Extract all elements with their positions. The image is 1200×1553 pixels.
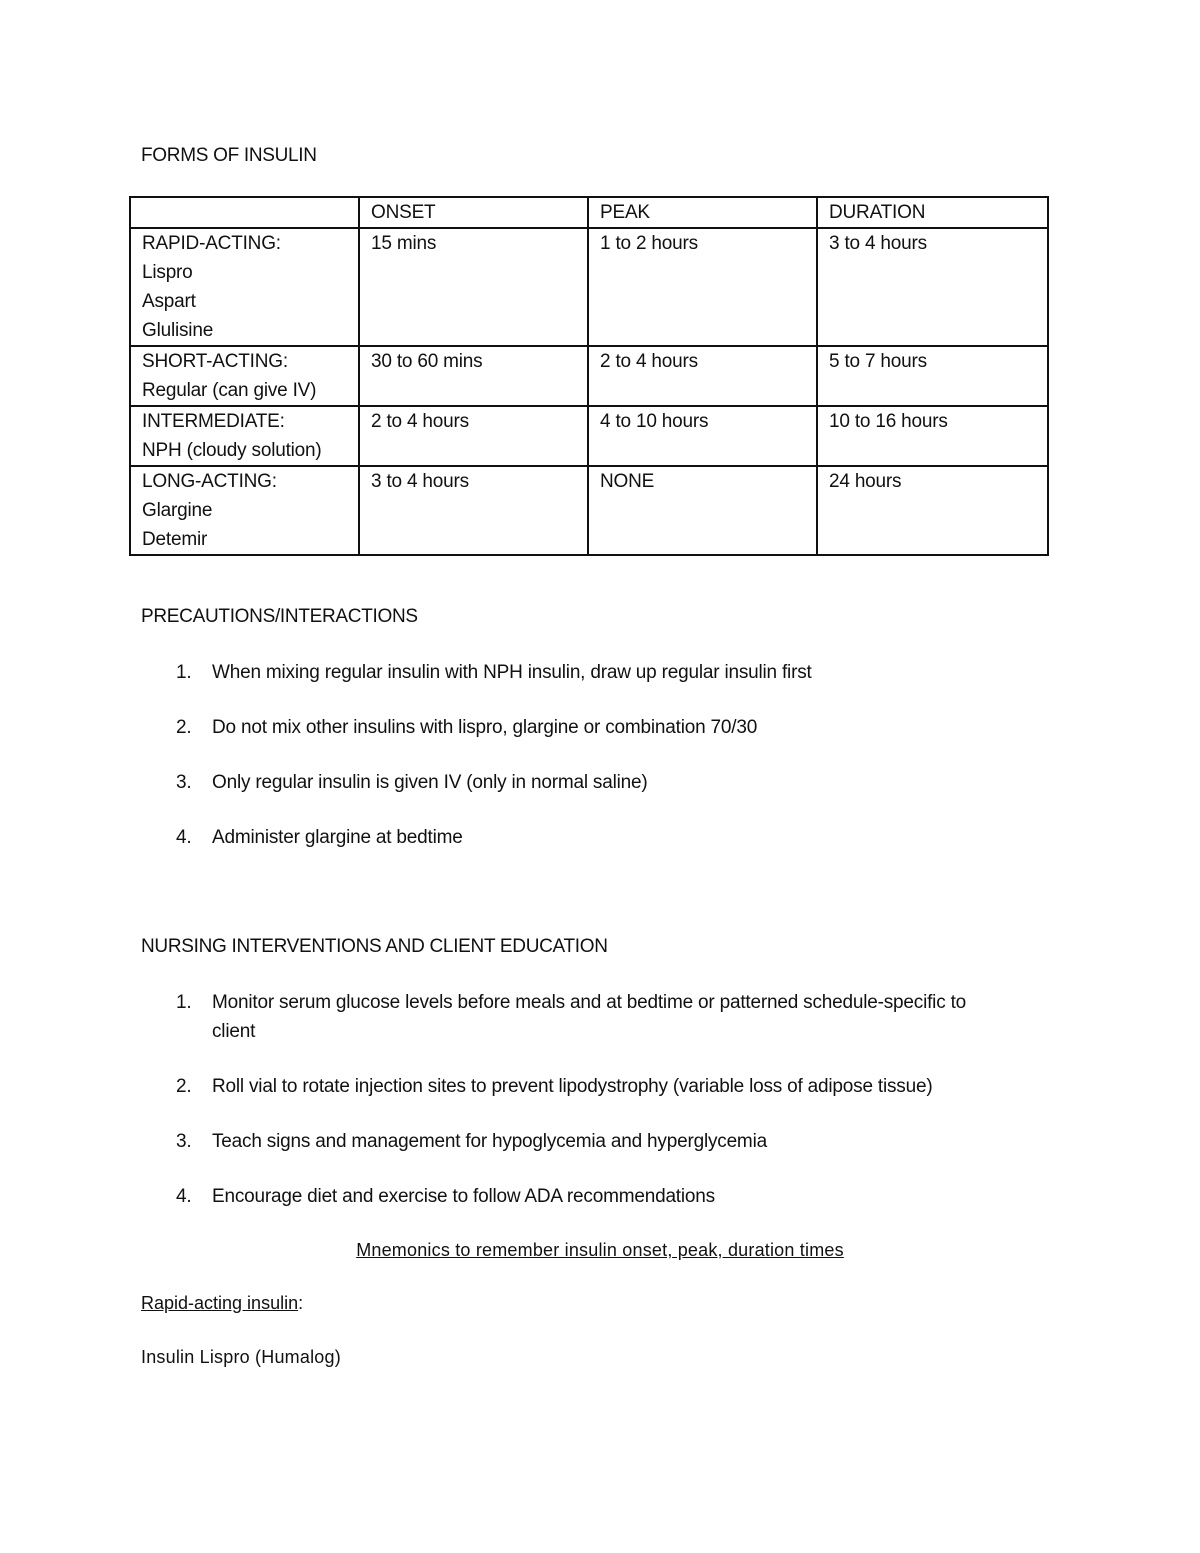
list-item-text: Administer glargine at bedtime [212,827,463,848]
header-peak: PEAK [588,197,817,228]
precautions-heading: PRECAUTIONS/INTERACTIONS [141,606,418,627]
list-item-text: Monitor serum glucose levels before meals and at bedtime or patterned schedule-specific to client [212,992,967,1042]
list-item [141,713,1071,742]
list-item [141,768,1071,797]
header-duration: DURATION [817,197,1048,228]
list-number: 1. [176,662,192,683]
insulin-type-cell [130,466,359,555]
drug-name: Aspart [142,291,196,312]
insulin-type-label: LONG-ACTING: [142,471,277,492]
insulin-type-cell [130,346,359,406]
peak-cell: NONE [588,466,817,555]
list-number: 3. [176,1131,192,1152]
table-row [130,406,1048,466]
rapid-acting-subtitle-colon: : [298,1293,304,1313]
header-onset: ONSET [359,197,588,228]
onset-cell: 30 to 60 mins [359,346,588,406]
insulin-type-label: INTERMEDIATE: [142,411,285,432]
lispro-line: Insulin Lispro (Humalog) [141,1347,341,1367]
peak-cell: 1 to 2 hours [588,228,817,346]
list-number: 3. [176,772,192,793]
list-item [141,1127,1071,1156]
duration-cell: 5 to 7 hours [817,346,1048,406]
table-row [130,346,1048,406]
list-item [141,1182,1071,1211]
list-item-text: Only regular insulin is given IV (only in normal saline) [212,772,648,793]
peak-cell: 2 to 4 hours [588,346,817,406]
drug-name: Regular (can give IV) [142,380,317,401]
list-item-text: Roll vial to rotate injection sites to prevent lipodystrophy (variable loss of adipose tissue) [212,1076,933,1097]
list-item [141,658,1071,687]
list-item [141,988,1012,1046]
duration-cell: 24 hours [817,466,1048,555]
list-number: 2. [176,717,192,738]
drug-name: NPH (cloudy solution) [142,440,322,461]
rapid-acting-subtitle [141,1293,303,1314]
table-header-row [130,197,1048,228]
onset-cell: 2 to 4 hours [359,406,588,466]
drug-name: Detemir [142,529,208,550]
insulin-type-label: SHORT-ACTING: [142,351,288,372]
forms-of-insulin-heading: FORMS OF INSULIN [141,145,317,166]
duration-cell: 3 to 4 hours [817,228,1048,346]
duration-cell: 10 to 16 hours [817,406,1048,466]
onset-cell: 3 to 4 hours [359,466,588,555]
mnemonics-title: Mnemonics to remember insulin onset, peak, duration times [356,1240,844,1260]
insulin-type-cell [130,228,359,346]
header-empty [130,197,359,228]
peak-cell: 4 to 10 hours [588,406,817,466]
list-item [141,823,1071,852]
list-number: 1. [176,992,192,1013]
nursing-interventions-list [141,988,1071,1237]
insulin-table [129,196,1049,556]
drug-name: Glulisine [142,320,214,341]
list-number: 4. [176,827,192,848]
table-row [130,228,1048,346]
rapid-acting-subtitle-text: Rapid-acting insulin [141,1293,299,1313]
table-row [130,466,1048,555]
list-item-text: When mixing regular insulin with NPH insulin, draw up regular insulin first [212,662,812,683]
list-item [141,1072,1071,1101]
list-item-text: Do not mix other insulins with lispro, glargine or combination 70/30 [212,717,758,738]
list-number: 2. [176,1076,192,1097]
insulin-type-label: RAPID-ACTING: [142,233,281,254]
drug-name: Lispro [142,262,193,283]
insulin-type-cell [130,406,359,466]
nursing-interventions-heading: NURSING INTERVENTIONS AND CLIENT EDUCATION [141,936,608,957]
list-number: 4. [176,1186,192,1207]
precautions-list [141,658,1071,878]
list-item-text: Teach signs and management for hypoglycemia and hyperglycemia [212,1131,767,1152]
drug-name: Glargine [142,500,213,521]
onset-cell: 15 mins [359,228,588,346]
list-item-text: Encourage diet and exercise to follow ADA recommendations [212,1186,715,1207]
